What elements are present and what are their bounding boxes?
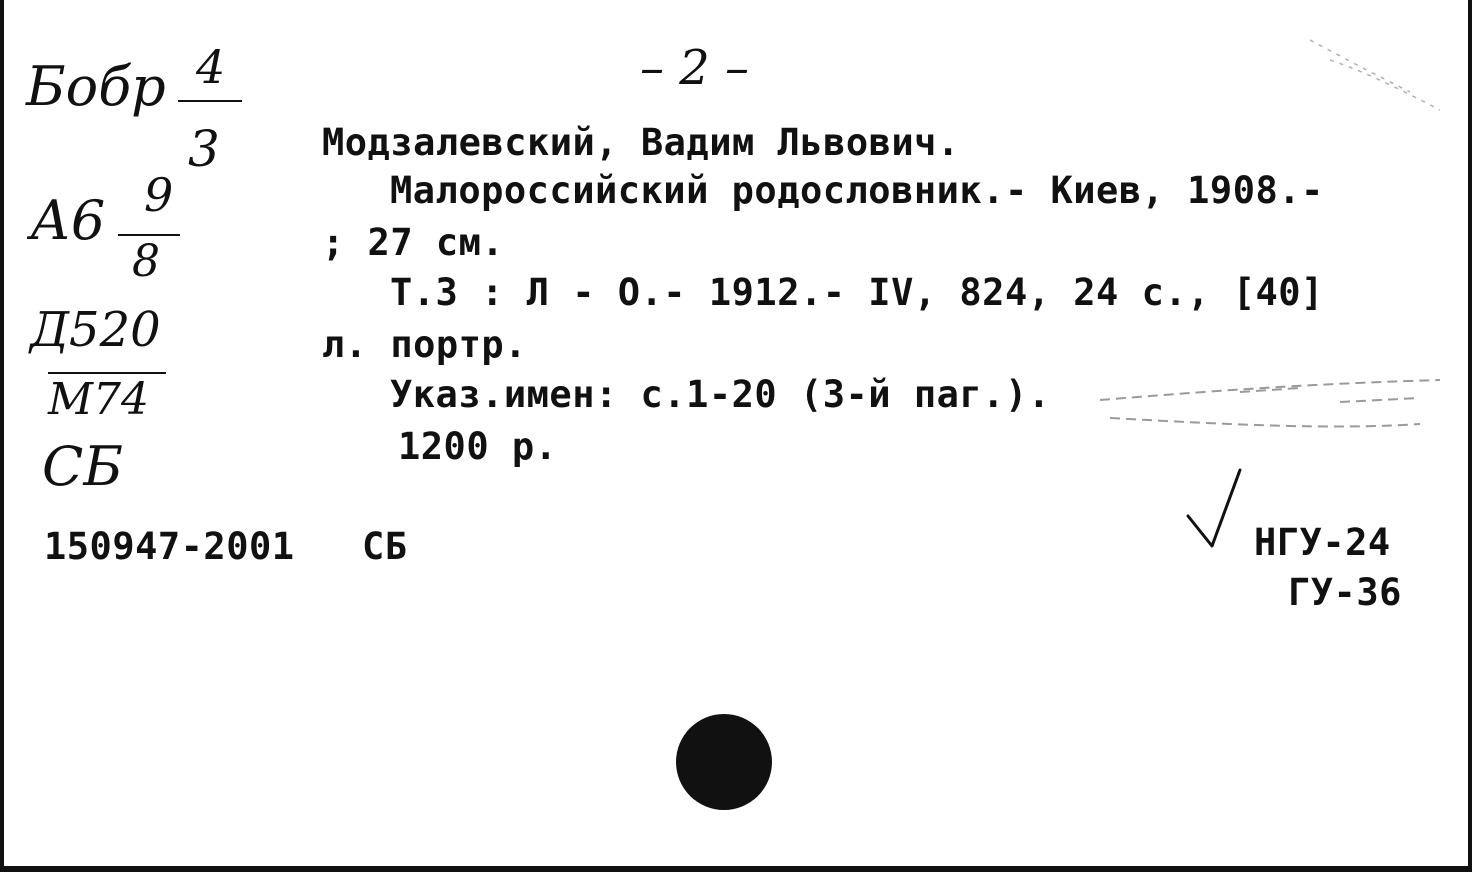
index-note: Указ.имен: с.1-20 (3-й паг.). bbox=[390, 373, 1051, 416]
punch-hole-icon bbox=[676, 714, 772, 810]
accession-number: 150947-2001 bbox=[44, 525, 295, 568]
author-heading: Модзалевский, Вадим Львович. bbox=[322, 121, 960, 164]
accession-code: СБ bbox=[362, 525, 408, 568]
shelf-mark-4: СБ bbox=[42, 435, 123, 498]
price: 1200 р. bbox=[398, 425, 558, 468]
faint-scribble bbox=[1100, 380, 1440, 426]
corner-scribble bbox=[1310, 40, 1440, 110]
holding-1: НГУ-24 bbox=[1254, 521, 1391, 564]
title-line-1: Малороссийский родословник.- Киев, 1908.- bbox=[390, 169, 1324, 212]
page-mark: – 2 – bbox=[640, 40, 750, 96]
shelf-mark-1-prefix: Бобр bbox=[26, 55, 166, 118]
shelf-mark-1-numerator: 4 bbox=[196, 40, 226, 94]
shelf-mark-2-denominator: 8 bbox=[132, 236, 160, 287]
title-line-2: ; 27 см. bbox=[322, 221, 505, 264]
shelf-mark-3-sub: М74 bbox=[48, 374, 150, 425]
shelf-mark-2-numerator: 9 bbox=[144, 168, 174, 222]
checkmark-icon bbox=[1188, 470, 1240, 546]
shelf-mark-2-prefix: А6 bbox=[30, 189, 106, 252]
volume-line-2: л. портр. bbox=[322, 323, 527, 366]
shelf-mark-1-denominator: 3 bbox=[188, 120, 220, 178]
holding-2: ГУ-36 bbox=[1288, 571, 1402, 614]
shelf-mark-3: Д520 bbox=[30, 302, 161, 358]
volume-line-1: Т.3 : Л - О.- 1912.- IV, 824, 24 с., [40] bbox=[390, 271, 1324, 314]
